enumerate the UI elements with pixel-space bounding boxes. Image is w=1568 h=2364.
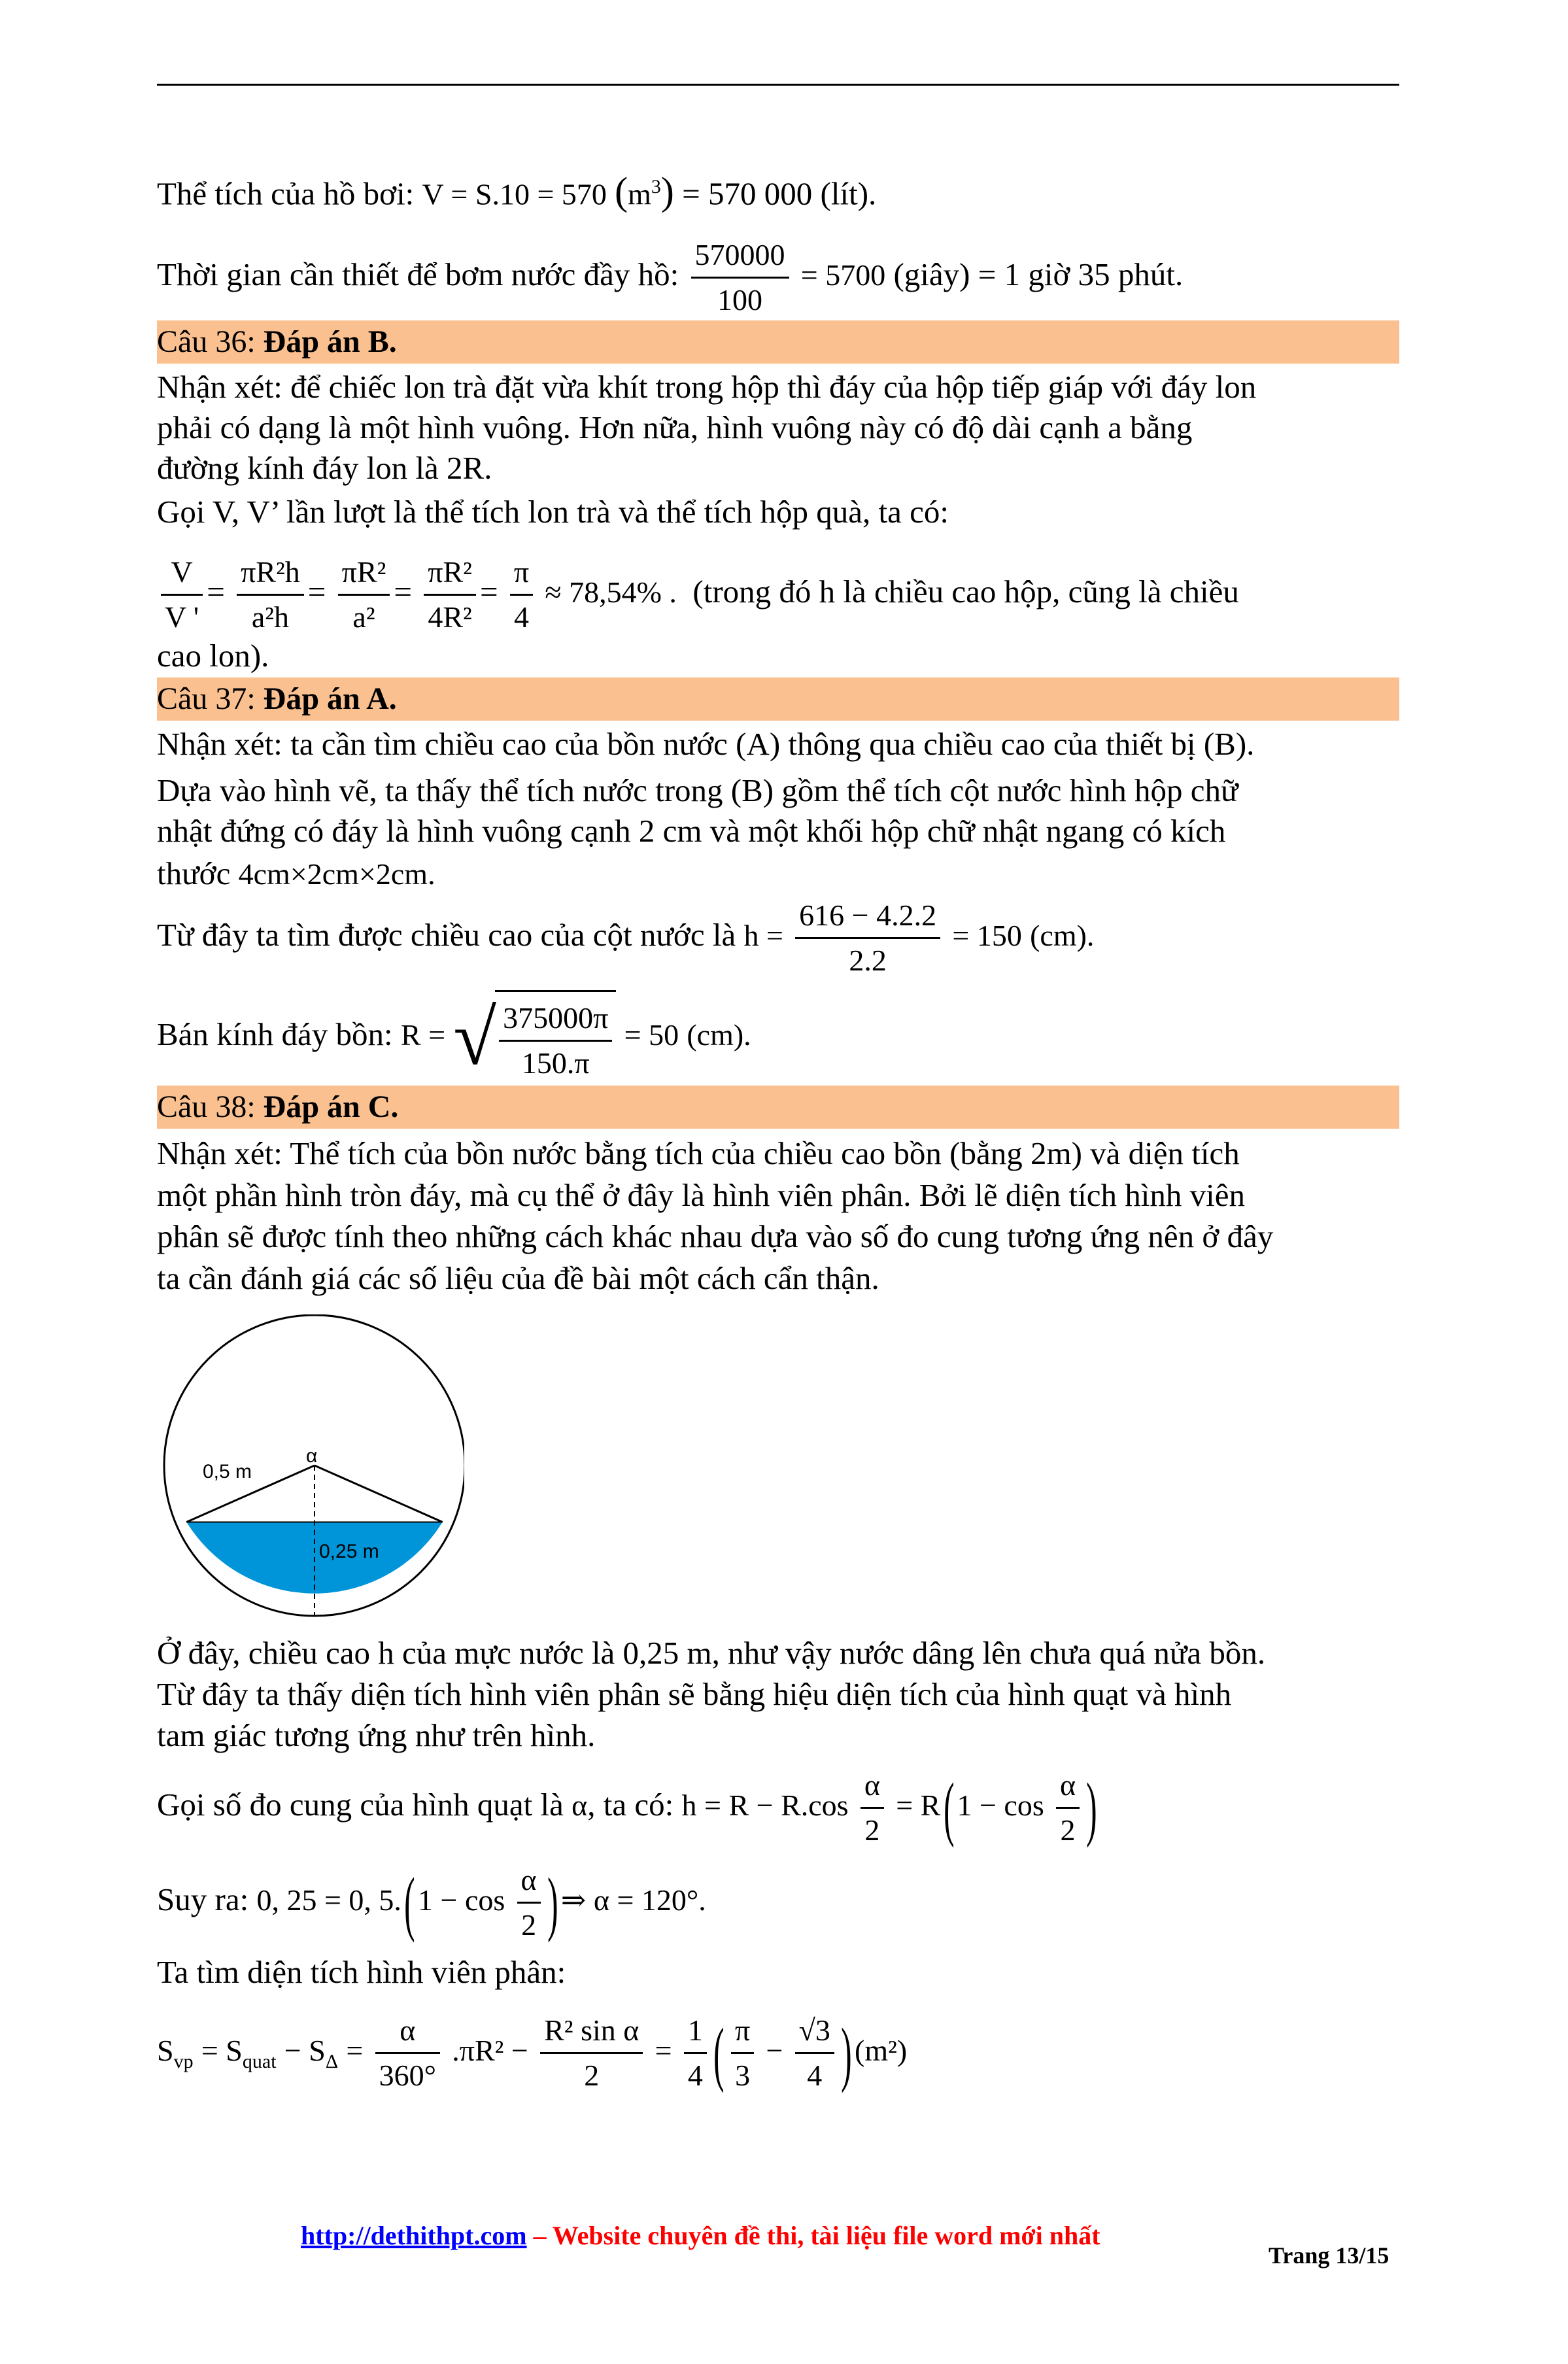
q36-frac2-den: a²h: [251, 600, 290, 634]
q38-eq1-line: [157, 1759, 1097, 1852]
q38-p8-text: Gọi số đo cung của hình quạt là: [157, 1787, 564, 1823]
angle-label: α: [306, 1445, 318, 1467]
q38-eq3-unit: (m²): [855, 2034, 908, 2067]
q37-radius-unit: (cm).: [687, 1018, 751, 1052]
q38-eq3-s-sub: vp: [173, 2050, 194, 2072]
q36-header: [157, 320, 1399, 364]
q37-p4-text: thước: [157, 855, 231, 891]
time-fraction-num: 570000: [691, 233, 789, 279]
q38-p2: một phần hình tròn đáy, mà cụ thể ở đây là hình viên phân. Bởi lẽ diện tích hình viên: [157, 1177, 1245, 1213]
q38-eq3-minus: − S: [284, 2034, 326, 2067]
q37-radius-num: 375000π: [499, 997, 612, 1042]
volume-text: Thể tích của hồ bơi:: [157, 175, 415, 212]
q38-eq1-frac2-num: α: [1056, 1764, 1080, 1809]
q38-eq1-c: 1 − cos: [957, 1789, 1044, 1822]
q38-eq3-frac-alpha-den: 360°: [379, 2059, 436, 2093]
q38-eq3-pir: .πR² −: [452, 2034, 528, 2067]
q36-frac5-num: π: [510, 551, 533, 596]
q38-p8-rest: , ta có:: [587, 1787, 674, 1823]
q38-eq3-eq2: =: [655, 2034, 672, 2067]
footer-dash: –: [526, 2221, 553, 2250]
q37-height-text: Từ đây ta tìm được chiều cao của cột nước là: [157, 917, 736, 953]
q38-eq3-delta-sub: Δ: [325, 2050, 339, 2072]
q38-eq3-frac-pi-num: π: [731, 2009, 754, 2054]
q36-p2: phải có dạng là một hình vuông. Hơn nữa, hình vuông này có độ dài cạnh a bằng: [157, 409, 1193, 445]
q38-eq1-frac1: [861, 1764, 884, 1852]
q37-answer: Đáp án A.: [263, 681, 397, 716]
q38-eq3-mid: = S: [201, 2034, 243, 2067]
radius-line-right: [315, 1465, 443, 1522]
q36-frac1-num: V: [161, 551, 203, 596]
time-line: [157, 229, 1183, 322]
paren-open-icon: (: [404, 1862, 415, 1943]
q38-eq3-quat-sub: quat: [242, 2050, 277, 2072]
q38-eq3-s: S: [157, 2034, 174, 2067]
q37-p4: [157, 853, 435, 895]
q36-answer: Đáp án B.: [263, 324, 397, 359]
q36-frac5-den: 4: [513, 600, 529, 634]
q38-eq2-line: [157, 1854, 706, 1947]
q38-eq3-line: $S_{vp} = S_{quat} - S_\Delta$ = $\frac{\alpha}{360^\circ}$ .πR² − $\frac{\text{R² sin α}}{2}$ = $\frac{1}{4}$ ( $\frac{\pi}{3}$ − $\frac{√3}{4}$ ) (m²): [157, 1998, 907, 2114]
time-fraction: [691, 233, 789, 322]
q38-p10: Ta tìm diện tích hình viên phân:: [157, 1954, 566, 1990]
time-rest: (giây) = 1 giờ 35 phút.: [893, 256, 1184, 292]
q38-eq3-frac-sqrt: [795, 2009, 834, 2097]
q36-note2: cao lon).: [157, 638, 269, 674]
q36-approx: ≈ 78,54% .: [545, 575, 677, 609]
q36-p4: Gọi V, V’ lần lượt là thể tích lon trà và thể tích hộp quà, ta có:: [157, 494, 949, 530]
q36-p1: Nhận xét: để chiếc lon trà đặt vừa khít trong hộp thì đáy của hộp tiếp giáp với đáy lon: [157, 369, 1257, 405]
time-text: Thời gian cần thiết để bơm nước đầy hồ:: [157, 256, 679, 292]
q36-frac4-den: 4R²: [428, 600, 472, 634]
q37-height-line: [157, 889, 1094, 982]
q38-p1: Nhận xét: Thể tích của bồn nước bằng tích của chiều cao bồn (bằng 2m) và diện tích: [157, 1135, 1240, 1171]
q37-radius-line: [157, 989, 751, 1085]
paren-open-icon: (: [713, 2013, 724, 2093]
q38-eq3-frac-r-num: R² sin α: [540, 2009, 643, 2054]
q37-radius-sqrt: [495, 990, 616, 1085]
q37-height-num: 616 − 4.2.2: [795, 894, 940, 939]
q38-p6: Từ đây ta thấy diện tích hình viên phân sẽ bằng hiệu diện tích của hình quạt và hình: [157, 1676, 1232, 1712]
q37-radius-result: = 50: [624, 1018, 679, 1052]
q36-equation: $\frac{V}{V '}$ = $\frac{\text{πR²h}}{\text{a²h}}$ = $\frac{\text{πR²}}{\text{a²}}$ = $\frac{\text{πR²}}{\text{4R²}}$ = $\frac{\pi}{4}$ ≈ 78,54% . (trong đó h là chiều cao hộp, cũng là chiều: [157, 546, 1239, 639]
volume-unit-exp: 3: [651, 176, 661, 197]
page-number: Trang 13/15: [1269, 2242, 1389, 2269]
q38-eq3-frac-r: [540, 2009, 643, 2097]
q36-frac3-num: πR²: [338, 551, 390, 596]
q38-eq2-frac: [517, 1859, 541, 1947]
volume-line: Thể tích của hồ bơi: V = S.10 = 570 $(m^3) = 570$ 000 (lít).: [157, 169, 877, 213]
q38-eq2-frac-num: α: [517, 1859, 541, 1904]
q38-eq3-frac-alpha: [375, 2009, 440, 2097]
header-rule: [157, 84, 1399, 86]
tank-figure: [157, 1314, 464, 1622]
q37-p1: Nhận xét: ta cần tìm chiều cao của bồn nước (A) thông qua chiều cao của thiết bị (B).: [157, 726, 1255, 762]
q38-eq3-frac-quarter-den: 4: [687, 2059, 703, 2093]
q37-radius-den: 150.π: [521, 1046, 590, 1080]
footer-text: Website chuyên đề thi, tài liệu file word mới nhất: [552, 2221, 1100, 2250]
footer-link[interactable]: http://dethithpt.com: [301, 2221, 527, 2250]
q38-eq1-frac2-den: 2: [1060, 1813, 1076, 1847]
q36-frac2: [237, 551, 304, 639]
q38-answer: Đáp án C.: [263, 1089, 399, 1124]
q36-frac3: [338, 551, 390, 639]
radius-label: 0,5 m: [203, 1461, 252, 1482]
q38-label: Câu 38:: [157, 1089, 256, 1124]
q37-height-result: = 150: [952, 919, 1022, 952]
q36-frac5: [510, 551, 533, 639]
q37-header: [157, 677, 1399, 721]
q38-p5: Ở đây, chiều cao h của mực nước là 0,25 m, như vậy nước dâng lên chưa quá nửa bồn.: [157, 1635, 1266, 1671]
q38-eq3-frac-quarter-num: 1: [684, 2009, 707, 2054]
q38-p4: ta cần đánh giá các số liệu của đề bài một cách cẩn thận.: [157, 1260, 879, 1296]
q36-frac4: [424, 551, 476, 639]
q38-eq1-a: h = R − R.cos: [681, 1789, 849, 1822]
q37-p2: Dựa vào hình vẽ, ta thấy thể tích nước trong (B) gồm thể tích cột nước hình hộp chữ: [157, 772, 1238, 808]
q37-radius-frac: [499, 997, 612, 1085]
q36-p3: đường kính đáy lon là 2R.: [157, 450, 492, 486]
volume-math: V = S.10 = 570: [422, 177, 607, 211]
q38-p3: phân sẽ được tính theo những cách khác nhau dựa vào số đo cung tương ứng nên ở đây: [157, 1218, 1274, 1254]
q38-eq3-frac-alpha-num: α: [375, 2009, 440, 2054]
q36-note: (trong đó h là chiều cao hộp, cũng là chiều: [692, 574, 1239, 609]
q38-eq3-frac-pi: [731, 2009, 754, 2097]
q37-p4-math: 4cm×2cm×2cm.: [238, 857, 435, 891]
q38-eq3-frac-sqrt-den: 4: [807, 2059, 823, 2093]
q36-label: Câu 36:: [157, 324, 256, 359]
q37-height-unit: (cm).: [1030, 919, 1095, 952]
q37-radius-text: Bán kính đáy bồn:: [157, 1016, 393, 1052]
height-label: 0,25 m: [319, 1541, 379, 1562]
q38-p7: tam giác tương ứng như trên hình.: [157, 1717, 596, 1753]
q38-p9-text: Suy ra:: [157, 1881, 249, 1917]
q38-eq2-b: 1 − cos: [418, 1883, 505, 1917]
time-result: = 5700: [800, 258, 886, 292]
q38-eq3-eq: =: [346, 2034, 364, 2067]
footer: [301, 2220, 1100, 2251]
paren-open-icon: (: [943, 1768, 955, 1848]
q37-height-den: 2.2: [849, 944, 887, 978]
paren-close-icon: ): [841, 2013, 852, 2093]
q38-eq3-frac-quarter: [684, 2009, 707, 2097]
q38-p8-alpha: α: [571, 1789, 588, 1822]
q38-eq3-frac-r-den: 2: [584, 2059, 600, 2093]
q36-frac1-den: V ': [165, 600, 199, 634]
q36-frac1: [161, 551, 203, 639]
q38-eq1-frac1-num: α: [861, 1764, 884, 1809]
paren-close-icon: ): [547, 1862, 558, 1943]
volume-result: = 570 000 (lít).: [682, 175, 877, 212]
volume-unit: m: [628, 177, 651, 211]
q37-height-frac: [795, 894, 940, 982]
q38-eq3-frac-pi-den: 3: [735, 2059, 751, 2093]
q38-eq1-frac2: [1056, 1764, 1080, 1852]
q38-eq1-frac1-den: 2: [864, 1813, 880, 1847]
q38-eq2-a: 0, 25 = 0, 5.: [256, 1883, 401, 1917]
q38-eq3-frac-sqrt-num: √3: [795, 2009, 834, 2054]
q37-p3: nhật đứng có đáy là hình vuông cạnh 2 cm và một khối hộp chữ nhật ngang có kích: [157, 813, 1226, 849]
sqrt-icon: √: [453, 993, 497, 1081]
q38-eq2-c: ⇒ α = 120°.: [560, 1883, 706, 1917]
q36-frac2-num: πR²h: [237, 551, 304, 596]
q37-label: Câu 37:: [157, 681, 256, 716]
q37-radius-lhs: R =: [400, 1018, 446, 1052]
q36-frac4-num: πR²: [424, 551, 476, 596]
paren-close-icon: ): [1086, 1768, 1097, 1848]
time-fraction-den: 100: [717, 283, 763, 317]
q38-eq2-frac-den: 2: [521, 1908, 537, 1942]
q38-eq1-b: = R: [896, 1789, 941, 1822]
q36-frac3-den: a²: [352, 600, 375, 634]
q37-height-lhs: h =: [743, 919, 783, 952]
q38-header: [157, 1086, 1399, 1129]
